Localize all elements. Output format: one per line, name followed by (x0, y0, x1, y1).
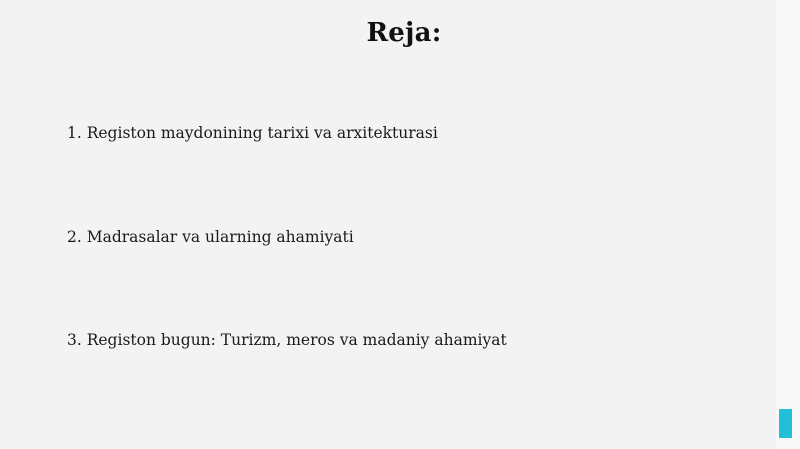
scrollbar-track[interactable] (776, 0, 800, 449)
plan-item-2: 2. Madrasalar va ularning ahamiyati (67, 228, 354, 246)
plan-item-3: 3. Registon bugun: Turizm, meros va madaniy ahamiyat (67, 331, 507, 349)
plan-item-1: 1. Registon maydonining tarixi va arxitekturasi (67, 124, 438, 142)
scroll-thumb[interactable] (779, 409, 792, 438)
slide-title: Reja: (366, 18, 442, 48)
